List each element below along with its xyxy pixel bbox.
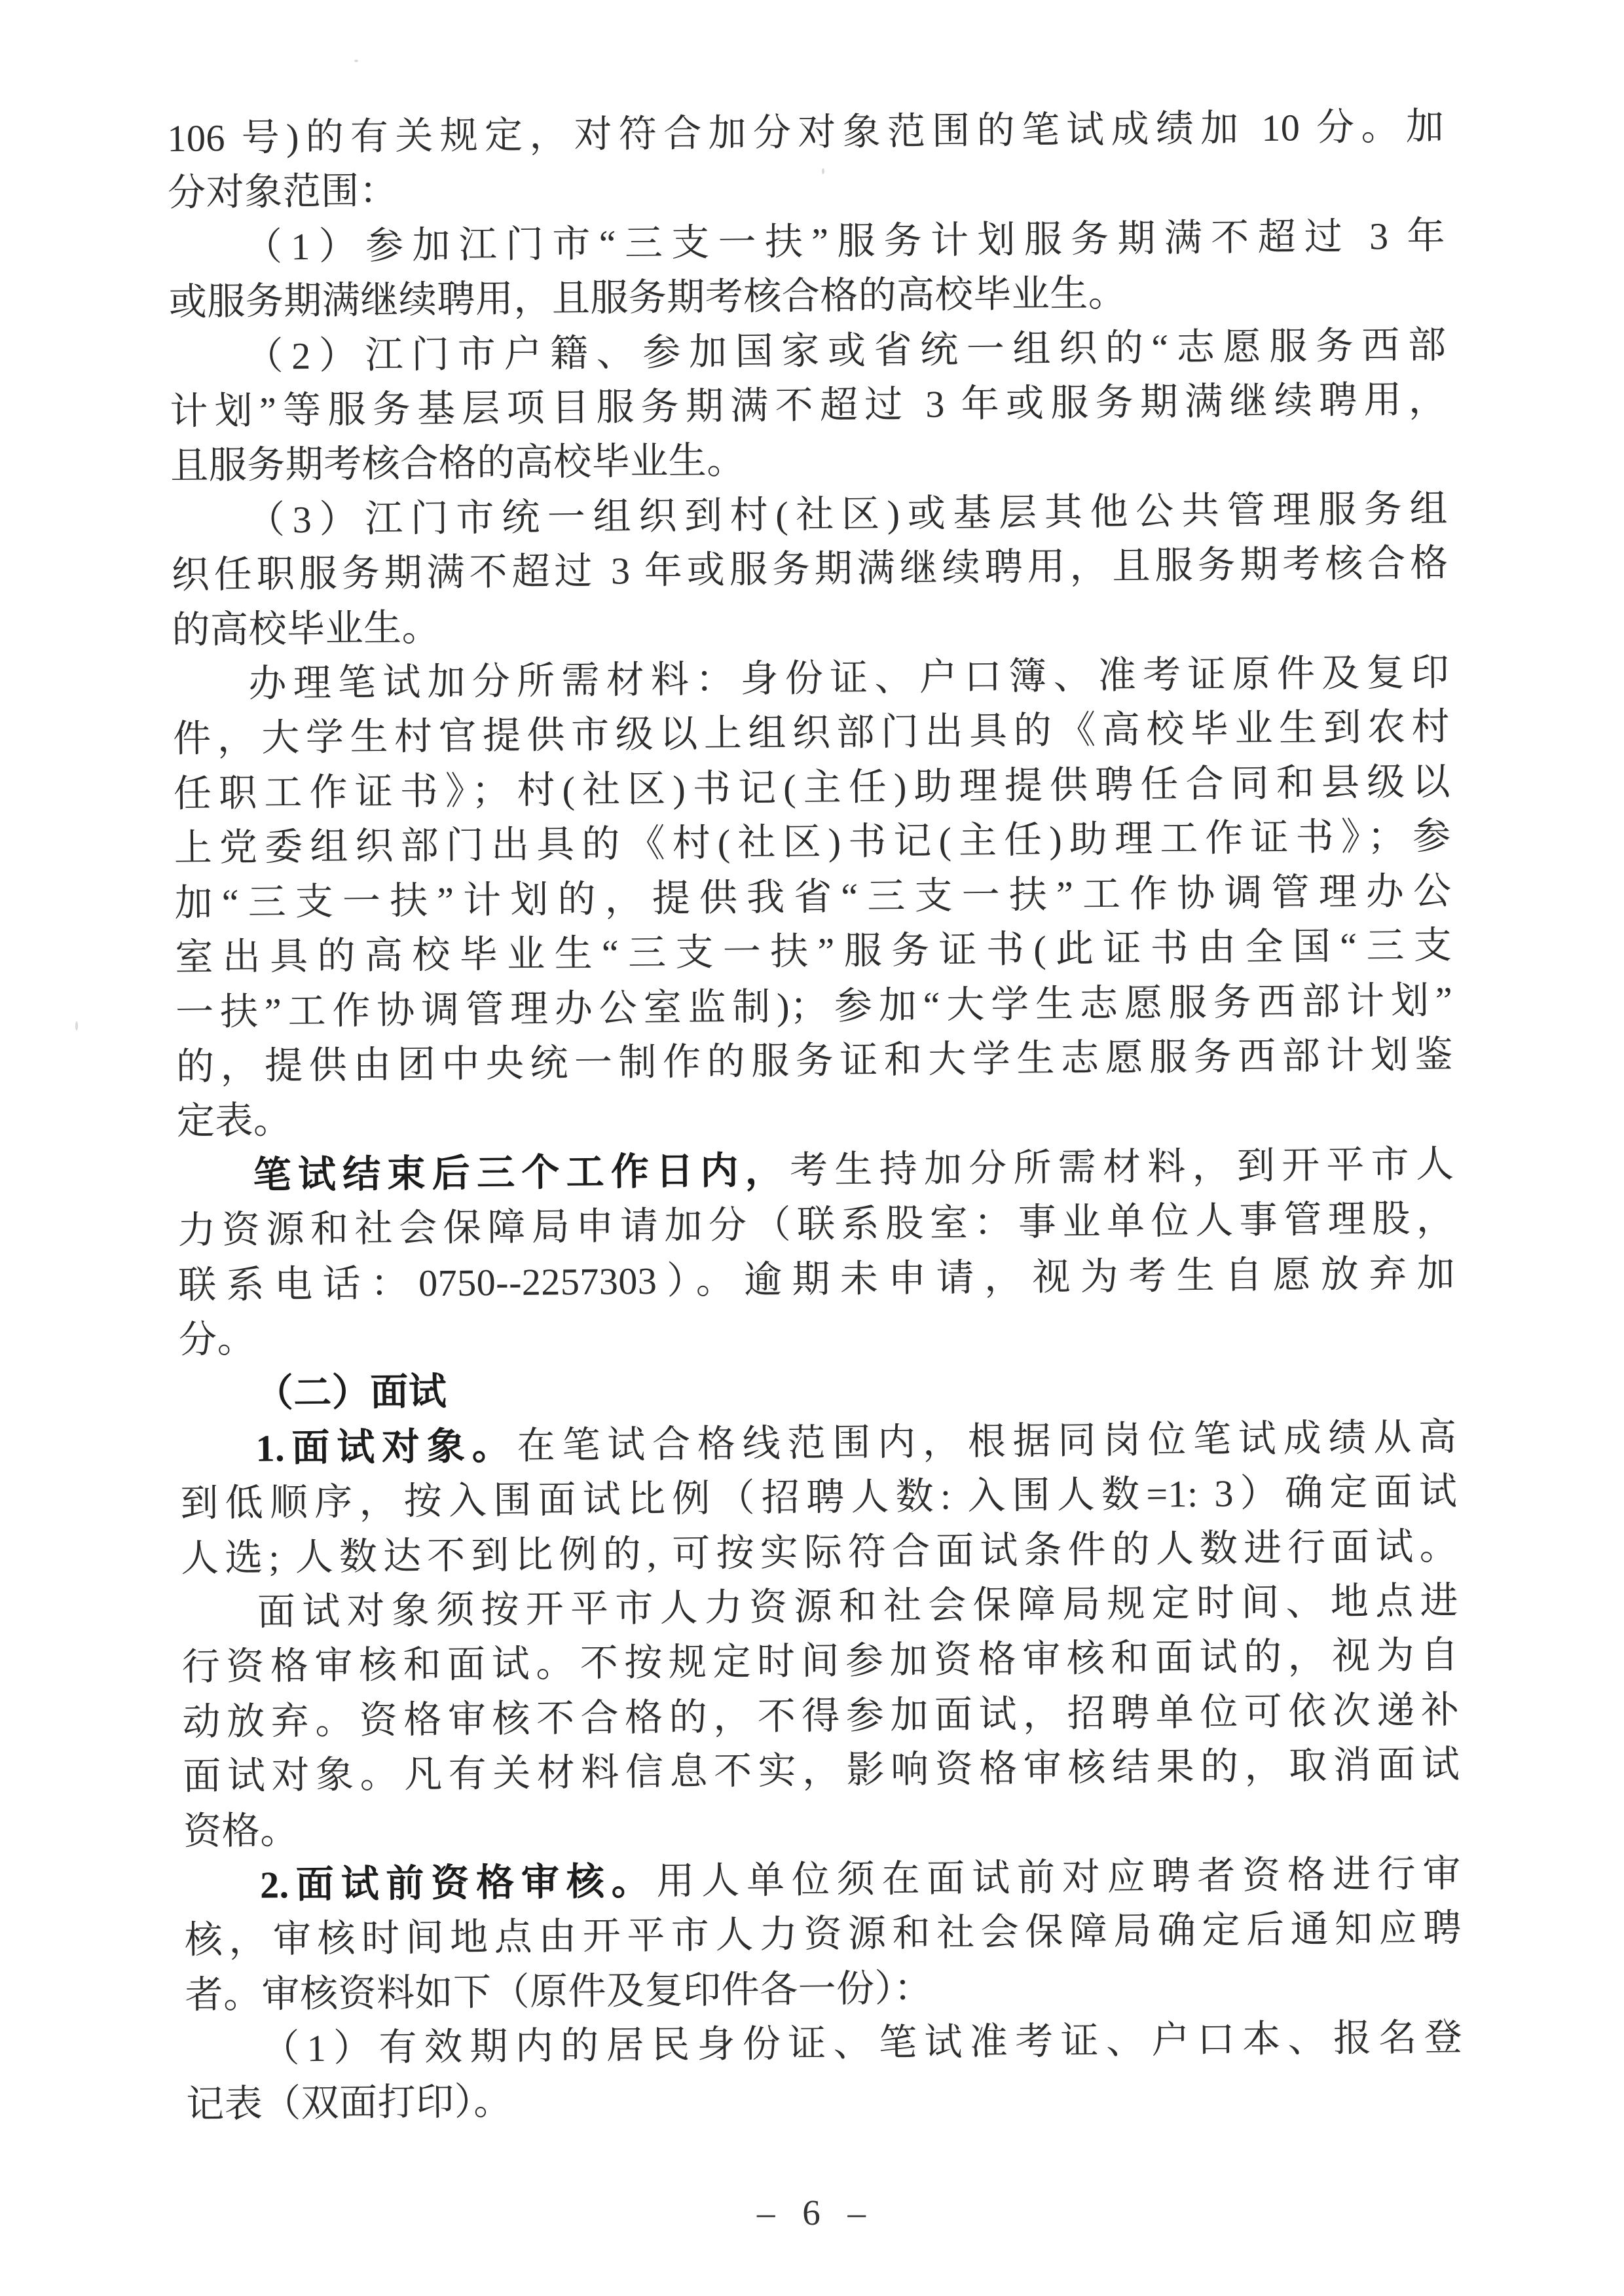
text-segment: （1）有效期内的居民身份证、笔试准考证、户口本、报名登 xyxy=(261,2016,1463,2070)
text-segment: 行资格审核和面试。不按规定时间参加资格审核和面试的，视为自 xyxy=(181,1633,1460,1689)
text-segment: 且服务期考核合格的高校毕业生。 xyxy=(170,439,745,488)
text-segment: 面试对象须按开平市人力资源和社会保障局规定时间、地点进 xyxy=(257,1579,1459,1633)
text-segment: 核，审核时间地点由开平市人力资源和社会保障局确定后通知应聘 xyxy=(184,1906,1462,1962)
text-segment: 记表（双面打印）。 xyxy=(185,2079,513,2126)
text-segment: 资格。 xyxy=(183,1808,299,1853)
text-segment: 的高校毕业生。 xyxy=(172,606,441,651)
text-segment: 办理笔试加分所需材料：身份证、户口簿、准考证原件及复印 xyxy=(248,651,1450,705)
document-body xyxy=(167,99,1464,2132)
text-segment: 上党委组织部门出具的《村(社区)书记(主任)助理工作证书》；参 xyxy=(174,814,1452,870)
text-segment: 力资源和社会保障局申请加分（联系股室：事业单位人事管理股， xyxy=(177,1197,1455,1252)
bold-text-segment: 1.面试对象。 xyxy=(255,1424,517,1470)
text-segment: 到低顺序，按入围面试比例（招聘人数: 入围人数=1: 3）确定面试 xyxy=(180,1470,1458,1525)
scan-speck xyxy=(75,1021,78,1030)
page-number: – 6 – xyxy=(757,2193,867,2232)
text-segment: 动放弃。资格审核不合格的，不得参加面试，招聘单位可依次递补 xyxy=(182,1688,1460,1743)
text-segment: 联系电话：0750--2257303）。逾期未申请，视为考生自愿放弃加 xyxy=(177,1251,1456,1307)
bold-text-segment: 2.面试前资格审核。 xyxy=(259,1859,657,1906)
text-segment: 分。 xyxy=(178,1317,256,1361)
text-segment: 或服务期满继续聘用，且服务期考核合格的高校毕业生。 xyxy=(168,272,1127,324)
text-segment: 考生持加分所需材料，到开平市人 xyxy=(789,1142,1454,1192)
text-segment: 定表。 xyxy=(176,1099,292,1143)
text-segment: 加“三支一扶”计划的，提供我省“三支一扶”工作协调管理办公 xyxy=(174,869,1452,924)
scan-speck xyxy=(354,60,358,62)
text-segment: 织任职服务期满不超过 3 年或服务期满继续聘用，且服务期考核合格 xyxy=(171,541,1449,597)
text-segment: 106 号)的有关规定，对符合加分对象范围的笔试成绩加 10 分。加 xyxy=(167,105,1445,160)
text-segment: 人选; 人数达不到比例的, 可按实际符合面试条件的人数进行面试。 xyxy=(180,1524,1458,1580)
text-segment: 面试对象。凡有关材料信息不实，影响资格审核结果的，取消面试 xyxy=(183,1743,1460,1798)
text-segment: （1）参加江门市“三支一扶”服务计划服务期满不超过 3 年 xyxy=(244,214,1446,268)
text-segment: 用人单位须在面试前对应聘者资格进行审 xyxy=(656,1852,1462,1903)
text-segment: 者。审核资料如下（原件及复印件各一份）： xyxy=(185,1966,932,2016)
text-segment: 一扶”工作协调管理办公室监制)；参加“大学生志愿服务西部计划” xyxy=(175,978,1453,1034)
text-segment: 的，提供由团中央统一制作的服务证和大学生志愿服务西部计划鉴 xyxy=(175,1033,1454,1088)
text-segment: 计划”等服务基层项目服务期满不超过 3 年或服务期满继续聘用， xyxy=(170,378,1447,433)
text-segment: 在笔试合格线范围内，根据同岗位笔试成绩从高 xyxy=(517,1415,1457,1467)
bold-text-segment: 笔试结束后三个工作日内， xyxy=(253,1148,790,1197)
bold-text-segment: （二）面试 xyxy=(255,1370,447,1415)
text-segment: （3）江门市统一组织到村(社区)或基层其他公共管理服务组 xyxy=(246,487,1449,541)
text-segment: 件，大学生村官提供市级以上组织部门出具的《高校毕业生到农村 xyxy=(172,705,1450,761)
text-segment: （2）江门市户籍、参加国家或省统一组织的“志愿服务西部 xyxy=(245,323,1447,378)
text-segment: 分对象范围： xyxy=(167,170,398,215)
text-line xyxy=(186,2065,1464,2132)
text-segment: 室出具的高校毕业生“三支一扶”服务证书(此证书由全国“三支 xyxy=(175,924,1452,979)
text-segment: 任职工作证书》；村(社区)书记(主任)助理提供聘任合同和县级以 xyxy=(173,760,1451,815)
